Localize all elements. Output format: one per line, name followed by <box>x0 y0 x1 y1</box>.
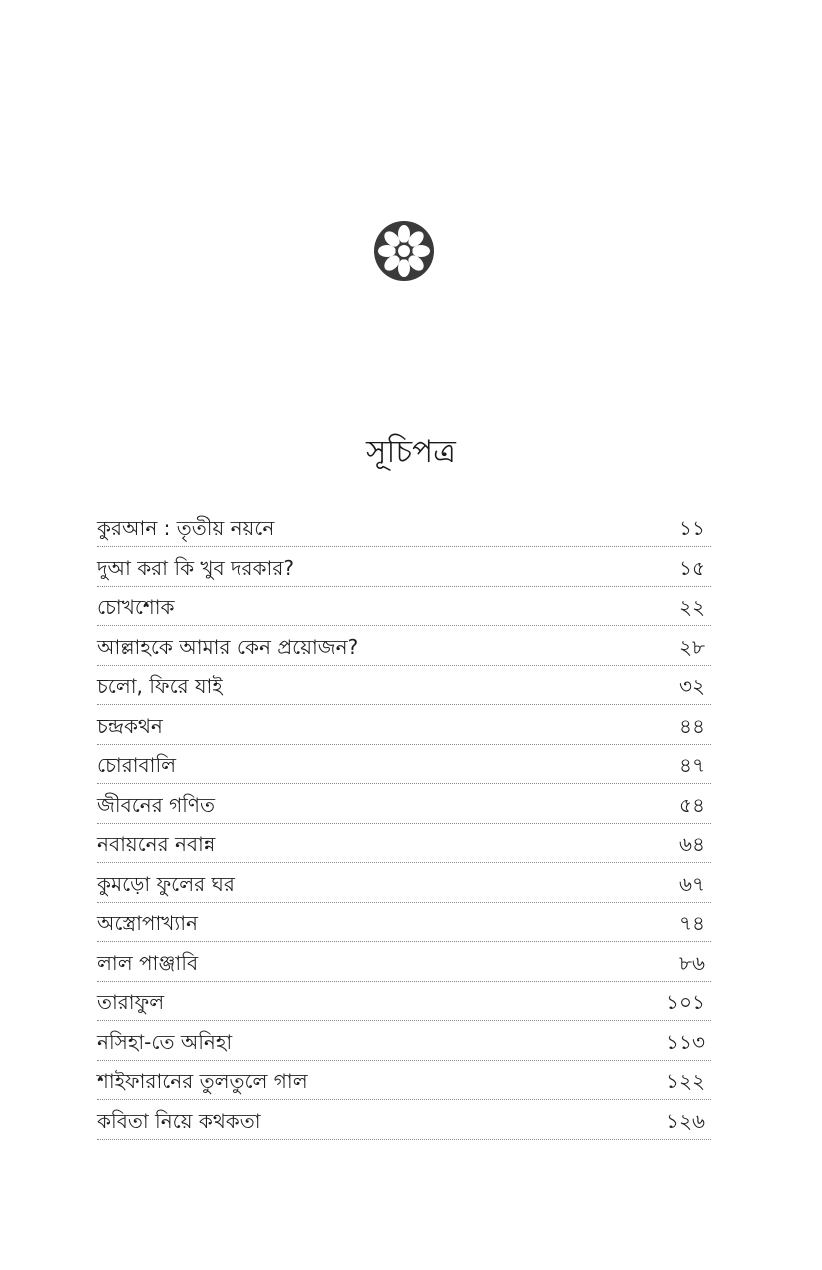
flower-wheel-icon <box>373 220 435 282</box>
toc-entry[interactable] <box>97 943 711 982</box>
toc-entry-title: কুমড়ো ফুলের ঘর <box>97 871 235 896</box>
toc-entry-title: নবায়নের নবান্ন <box>97 832 216 856</box>
toc-entry-title: লাল পাঞ্জাবি <box>97 950 199 975</box>
toc-entry-title: চোরাবালি <box>97 753 177 777</box>
toc-entry[interactable] <box>97 706 711 745</box>
toc-entry-title: কুরআন : তৃতীয় নয়নে <box>97 516 275 540</box>
toc-entry-page: ১১ <box>679 516 705 540</box>
toc-entry[interactable] <box>97 745 711 784</box>
toc-entry-page: ১১৩ <box>666 1029 705 1054</box>
toc-entry-title: তারাফুল <box>97 990 165 1014</box>
toc-entry[interactable] <box>97 785 711 824</box>
toc-entry-title: দুআ করা কি খুব দরকার? <box>97 555 294 580</box>
toc-entry[interactable] <box>97 1101 711 1140</box>
toc-entry-title: জীবনের গণিত <box>97 792 216 817</box>
toc-entry[interactable] <box>97 508 711 547</box>
toc-entry-page: ৪৭ <box>679 753 705 777</box>
toc-entry[interactable] <box>97 864 711 903</box>
toc-entry-title: অস্ত্রোপাখ্যান <box>97 911 198 935</box>
toc-entry-page: ৩২ <box>678 674 705 698</box>
toc-entry[interactable] <box>97 1061 711 1100</box>
toc-entry-page: ৫৪ <box>679 792 705 817</box>
toc-entry-page: ৬৪ <box>679 832 705 856</box>
toc-entry-page: ১২২ <box>666 1069 705 1093</box>
toc-entry-title: চোখশোক <box>97 595 175 619</box>
table-of-contents <box>97 508 711 1140</box>
toc-entry[interactable] <box>97 548 711 587</box>
toc-entry-page: ২৮ <box>679 634 705 659</box>
toc-entry[interactable] <box>97 587 711 626</box>
toc-entry-title: নসিহা-তে অনিহা <box>97 1029 233 1054</box>
toc-entry[interactable] <box>97 903 711 942</box>
toc-entry[interactable] <box>97 982 711 1021</box>
page-title: সূচিপত্র <box>366 434 456 470</box>
toc-entry[interactable] <box>97 1022 711 1061</box>
toc-entry-title: চন্দ্রকথন <box>97 713 163 738</box>
toc-entry-page: ৭৪ <box>679 911 705 935</box>
toc-entry-page: ৬৭ <box>678 871 705 896</box>
toc-entry-page: ১২৬ <box>666 1108 705 1133</box>
toc-entry-page: ১০১ <box>666 990 705 1014</box>
toc-entry-page: ৮৬ <box>679 950 705 975</box>
toc-entry[interactable] <box>97 627 711 666</box>
toc-entry-page: ৪৪ <box>679 713 705 738</box>
toc-entry-page: ২২ <box>678 595 705 619</box>
toc-entry-page: ১৫ <box>679 555 705 580</box>
toc-entry[interactable] <box>97 824 711 863</box>
toc-entry-title: আল্লাহকে আমার কেন প্রয়োজন? <box>97 634 359 659</box>
toc-entry[interactable] <box>97 666 711 705</box>
toc-entry-title: কবিতা নিয়ে কথকতা <box>97 1108 261 1133</box>
toc-entry-title: চলো, ফিরে যাই <box>97 674 223 698</box>
toc-entry-title: শাইফারানের তুলতুলে গাল <box>97 1069 308 1093</box>
